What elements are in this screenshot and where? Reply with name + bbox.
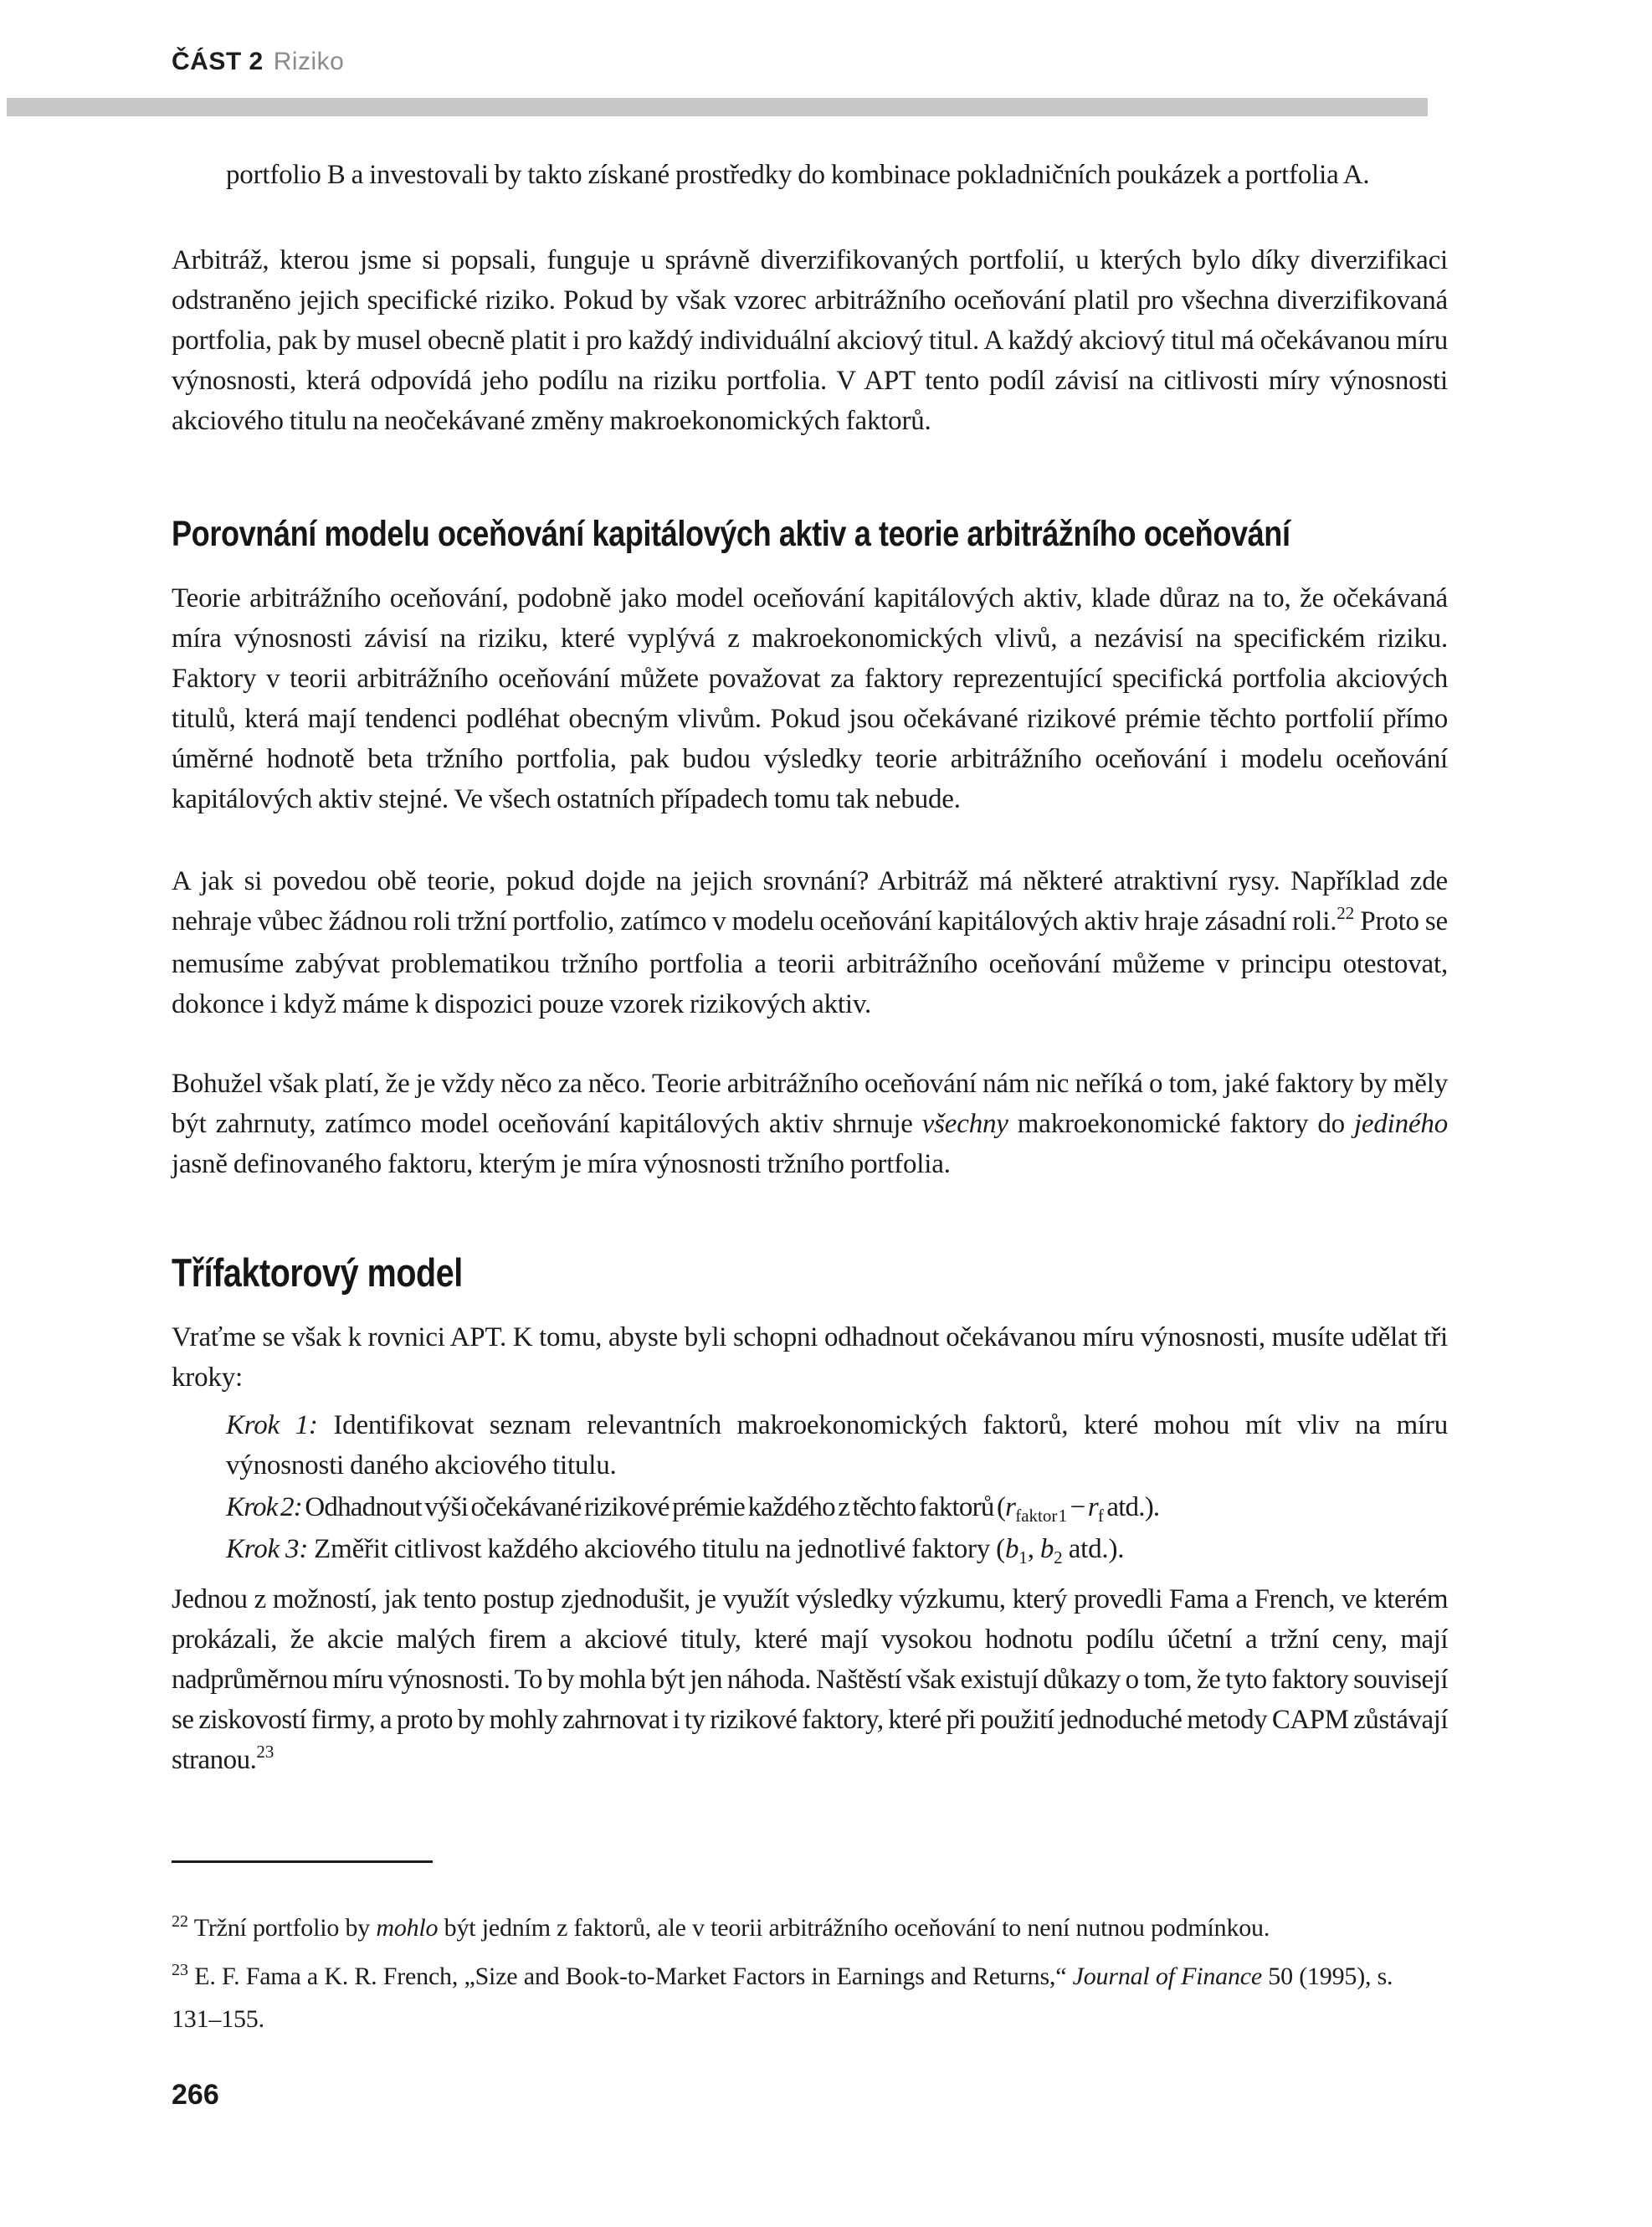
paragraph-text: Arbitráž, kterou jsme si popsali, funguje u správně diverzifikovaných portfolií, u kterých bylo díky diverzifikaci odstraněno jejich specifické riziko. Pokud by však vzorec arbitrážního oceňování platil pro všechna diverzifikovaná portfolia, pak by musel obecně platit i pro každý individuální akciový titul. A každý akciový titul má očekávanou míru výnosnosti, která odpovídá jeho podílu na riziku portfolia. V APT tento podíl závisí na citlivosti míry výnosnosti akciového titulu na neočekávané změny makroekonomických faktorů. xyxy=(172,245,1448,436)
text-segment: Identifikovat seznam relevantních makroekonomických faktorů, které mohou mít vliv na míru výnosnosti daného akciového titulu. xyxy=(226,1410,1448,1480)
footnote-ref-23: 23 xyxy=(256,1742,274,1762)
journal-title: Journal of Finance xyxy=(1072,1963,1262,1990)
variable-b: b xyxy=(1039,1534,1054,1564)
footnote-text xyxy=(172,1957,1448,2039)
footnote-23 xyxy=(172,1932,1448,2064)
subscript-f: f xyxy=(1097,1506,1104,1526)
text-segment: Bohužel však platí, že je vždy něco za něco. Teorie arbitrážního oceňování nám nic neříká o tom, jaké faktory by měly být zahrnuty, zatímco model oceňování kapitálových aktiv shrnuje xyxy=(172,1069,1448,1139)
paragraph-tradeoff xyxy=(172,1064,1448,1184)
section-heading-comparison: Porovnání modelu oceňování kapitálových aktiv a teorie arbitrážního oceňování xyxy=(172,514,1290,554)
variable-r: r xyxy=(1087,1492,1098,1522)
step-text xyxy=(226,1529,1448,1572)
continuation-paragraph xyxy=(226,155,1448,195)
text-segment: atd.). xyxy=(1103,1492,1160,1522)
text-segment: být jedním z faktorů, ale v teorii arbitrážního oceňování to není nutnou podmínkou. xyxy=(438,1914,1270,1942)
part-label: ČÁST 2 xyxy=(172,48,264,75)
paragraph-text: portfolio B a investovali by takto získané prostředky do kombinace pokladničních poukázek a portfolia A. xyxy=(226,160,1370,190)
step-item-2 xyxy=(226,1487,1448,1530)
subscript-1: 1 xyxy=(1018,1547,1028,1568)
text-segment: 50 (1995), s. 131–155. xyxy=(172,1963,1393,2033)
paragraph-text xyxy=(172,1579,1448,1783)
text-segment: Proto se nemusíme zabývat problematikou tržního portfolia a teorii arbitrážního oceňování můžeme v principu otestovat, dokonce i když máme k dispozici pouze vzorek rizikových aktiv. xyxy=(172,906,1448,1019)
subscript-faktor-1: faktor 1 xyxy=(1015,1506,1068,1526)
paragraph-arbitrage xyxy=(172,240,1448,441)
text-segment: Změřit citlivost každého akciového titulu na jednotlivé faktory ( xyxy=(308,1534,1005,1564)
footnote-number-22: 22 xyxy=(172,1912,188,1931)
text-segment: atd.). xyxy=(1062,1534,1125,1564)
paragraph-text: Vraťme se však k rovnici APT. K tomu, abyste byli schopni odhadnout očekávanou míru výnosnosti, musíte udělat tři kroky: xyxy=(172,1322,1448,1393)
step-label: Krok 2: xyxy=(226,1492,302,1522)
running-header xyxy=(172,47,344,77)
footnote-separator xyxy=(172,1860,433,1863)
paragraph-fama-french xyxy=(172,1579,1448,1783)
text-segment: Tržní portfolio by xyxy=(188,1914,377,1942)
step-item-1 xyxy=(226,1405,1448,1486)
paragraph-text xyxy=(172,1064,1448,1184)
step-item-3 xyxy=(226,1529,1448,1572)
paragraph-apt-theory xyxy=(172,578,1448,819)
text-segment: , xyxy=(1027,1534,1040,1564)
text-segment: makroekonomické faktory do xyxy=(1008,1109,1354,1139)
text-segment: E. F. Fama a K. R. French, „Size and Book-to-Market Factors in Earnings and Returns,“ xyxy=(188,1963,1073,1990)
paragraph-theories-duel xyxy=(172,861,1448,1024)
footnote-number-23: 23 xyxy=(172,1961,188,1979)
paragraph-text: Teorie arbitrážního oceňování, podobně jako model oceňování kapitálových aktiv, klade důraz na to, že očekávaná míra výnosnosti závisí na riziku, které vyplývá z makroekonomických vlivů, a nezávisí na specifickém riziku. Faktory v teorii arbitrážního oceňování můžete považovat za faktory reprezentující specifická portfolia akciových titulů, která mají tendenci podléhat obecným vlivům. Pokud jsou očekávané rizikové prémie těchto portfolií přímo úměrné hodnotě beta tržního portfolia, pak budou výsledky teorie arbitrážního oceňování i modelu oceňování kapitálových aktiv stejné. Ve všech ostatních případech tomu tak nebude. xyxy=(172,583,1448,814)
paragraph-text xyxy=(172,861,1448,1024)
emphasis-mohlo: mohlo xyxy=(376,1914,439,1942)
text-segment: Jednou z možností, jak tento postup zjednodušit, je využít výsledky výzkumu, který provedli Fama a French, ve kterém prokázali, že akcie malých firem a akciové tituly, které mají vysokou hodnotu podílu účetní a tržní ceny, mají nadprůměrnou míru výnosnosti. To by mohla být jen náhoda. Naštěstí však existují důkazy o tom, že tyto faktory souvisejí se ziskovostí firmy, a proto by mohly zahrnovat i ty rizikové faktory, které při použití jednoduché metody CAPM zůstávají stranou. xyxy=(172,1584,1448,1775)
emphasis-vsechny: všechny xyxy=(921,1109,1008,1139)
part-title: Riziko xyxy=(273,48,345,75)
step-label: Krok 1: xyxy=(226,1410,318,1440)
emphasis-jedineho: jediného xyxy=(1353,1109,1448,1139)
subscript-2: 2 xyxy=(1054,1547,1063,1568)
step-text xyxy=(226,1405,1448,1486)
header-divider-bar xyxy=(7,98,1428,116)
section-heading-three-factor: Třífaktorový model xyxy=(172,1250,463,1295)
text-segment: A jak si povedou obě teorie, pokud dojde na jejich srovnání? Arbitráž má některé atraktivní rysy. Například zde nehraje vůbec žádnou roli tržní portfolio, zatímco v modelu oceňování kapitálových aktiv hraje zásadní roli. xyxy=(172,866,1448,936)
footnote-ref-22: 22 xyxy=(1336,903,1355,923)
variable-r: r xyxy=(1005,1492,1016,1522)
page-number: 266 xyxy=(172,2079,219,2111)
minus-operator: − xyxy=(1067,1492,1088,1522)
variable-b: b xyxy=(1004,1534,1019,1564)
paragraph-apt-equation xyxy=(172,1317,1448,1398)
step-text xyxy=(226,1487,1448,1530)
text-segment: Odhadnout výši očekávané rizikové prémie každého z těchto faktorů ( xyxy=(301,1492,1006,1522)
text-segment: jasně definovaného faktoru, kterým je míra výnosnosti tržního portfolia. xyxy=(172,1149,951,1179)
step-label: Krok 3: xyxy=(226,1534,309,1564)
